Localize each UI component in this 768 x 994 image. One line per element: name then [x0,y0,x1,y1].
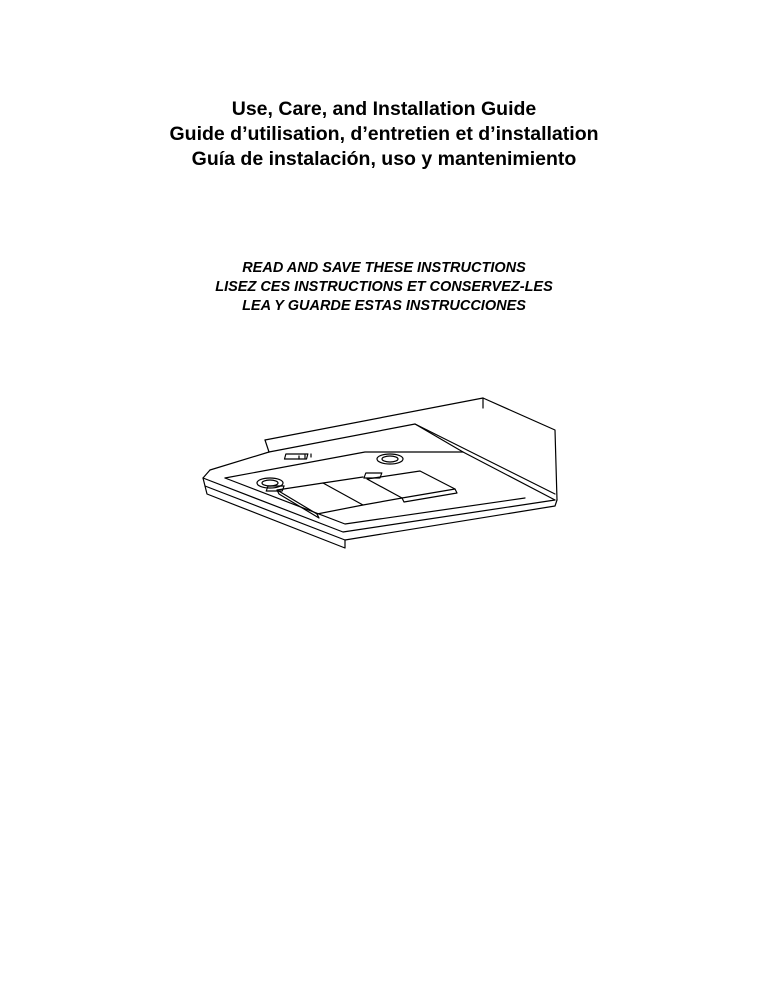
title-french: Guide d’utilisation, d’entretien et d’installation [169,123,599,145]
instructions-block [0,259,768,316]
instruction-french: LISEZ CES INSTRUCTIONS ET CONSERVEZ-LES [215,279,553,295]
title-english: Use, Care, and Installation Guide [231,98,537,120]
title-spanish: Guía de instalación, uso y mantenimiento [191,148,577,170]
instruction-spanish: LEA Y GUARDE ESTAS INSTRUCCIONES [242,298,526,314]
instruction-english: READ AND SAVE THESE INSTRUCTIONS [242,260,526,276]
range-hood-illustration-icon [195,390,570,555]
guide-title-block [0,97,768,172]
